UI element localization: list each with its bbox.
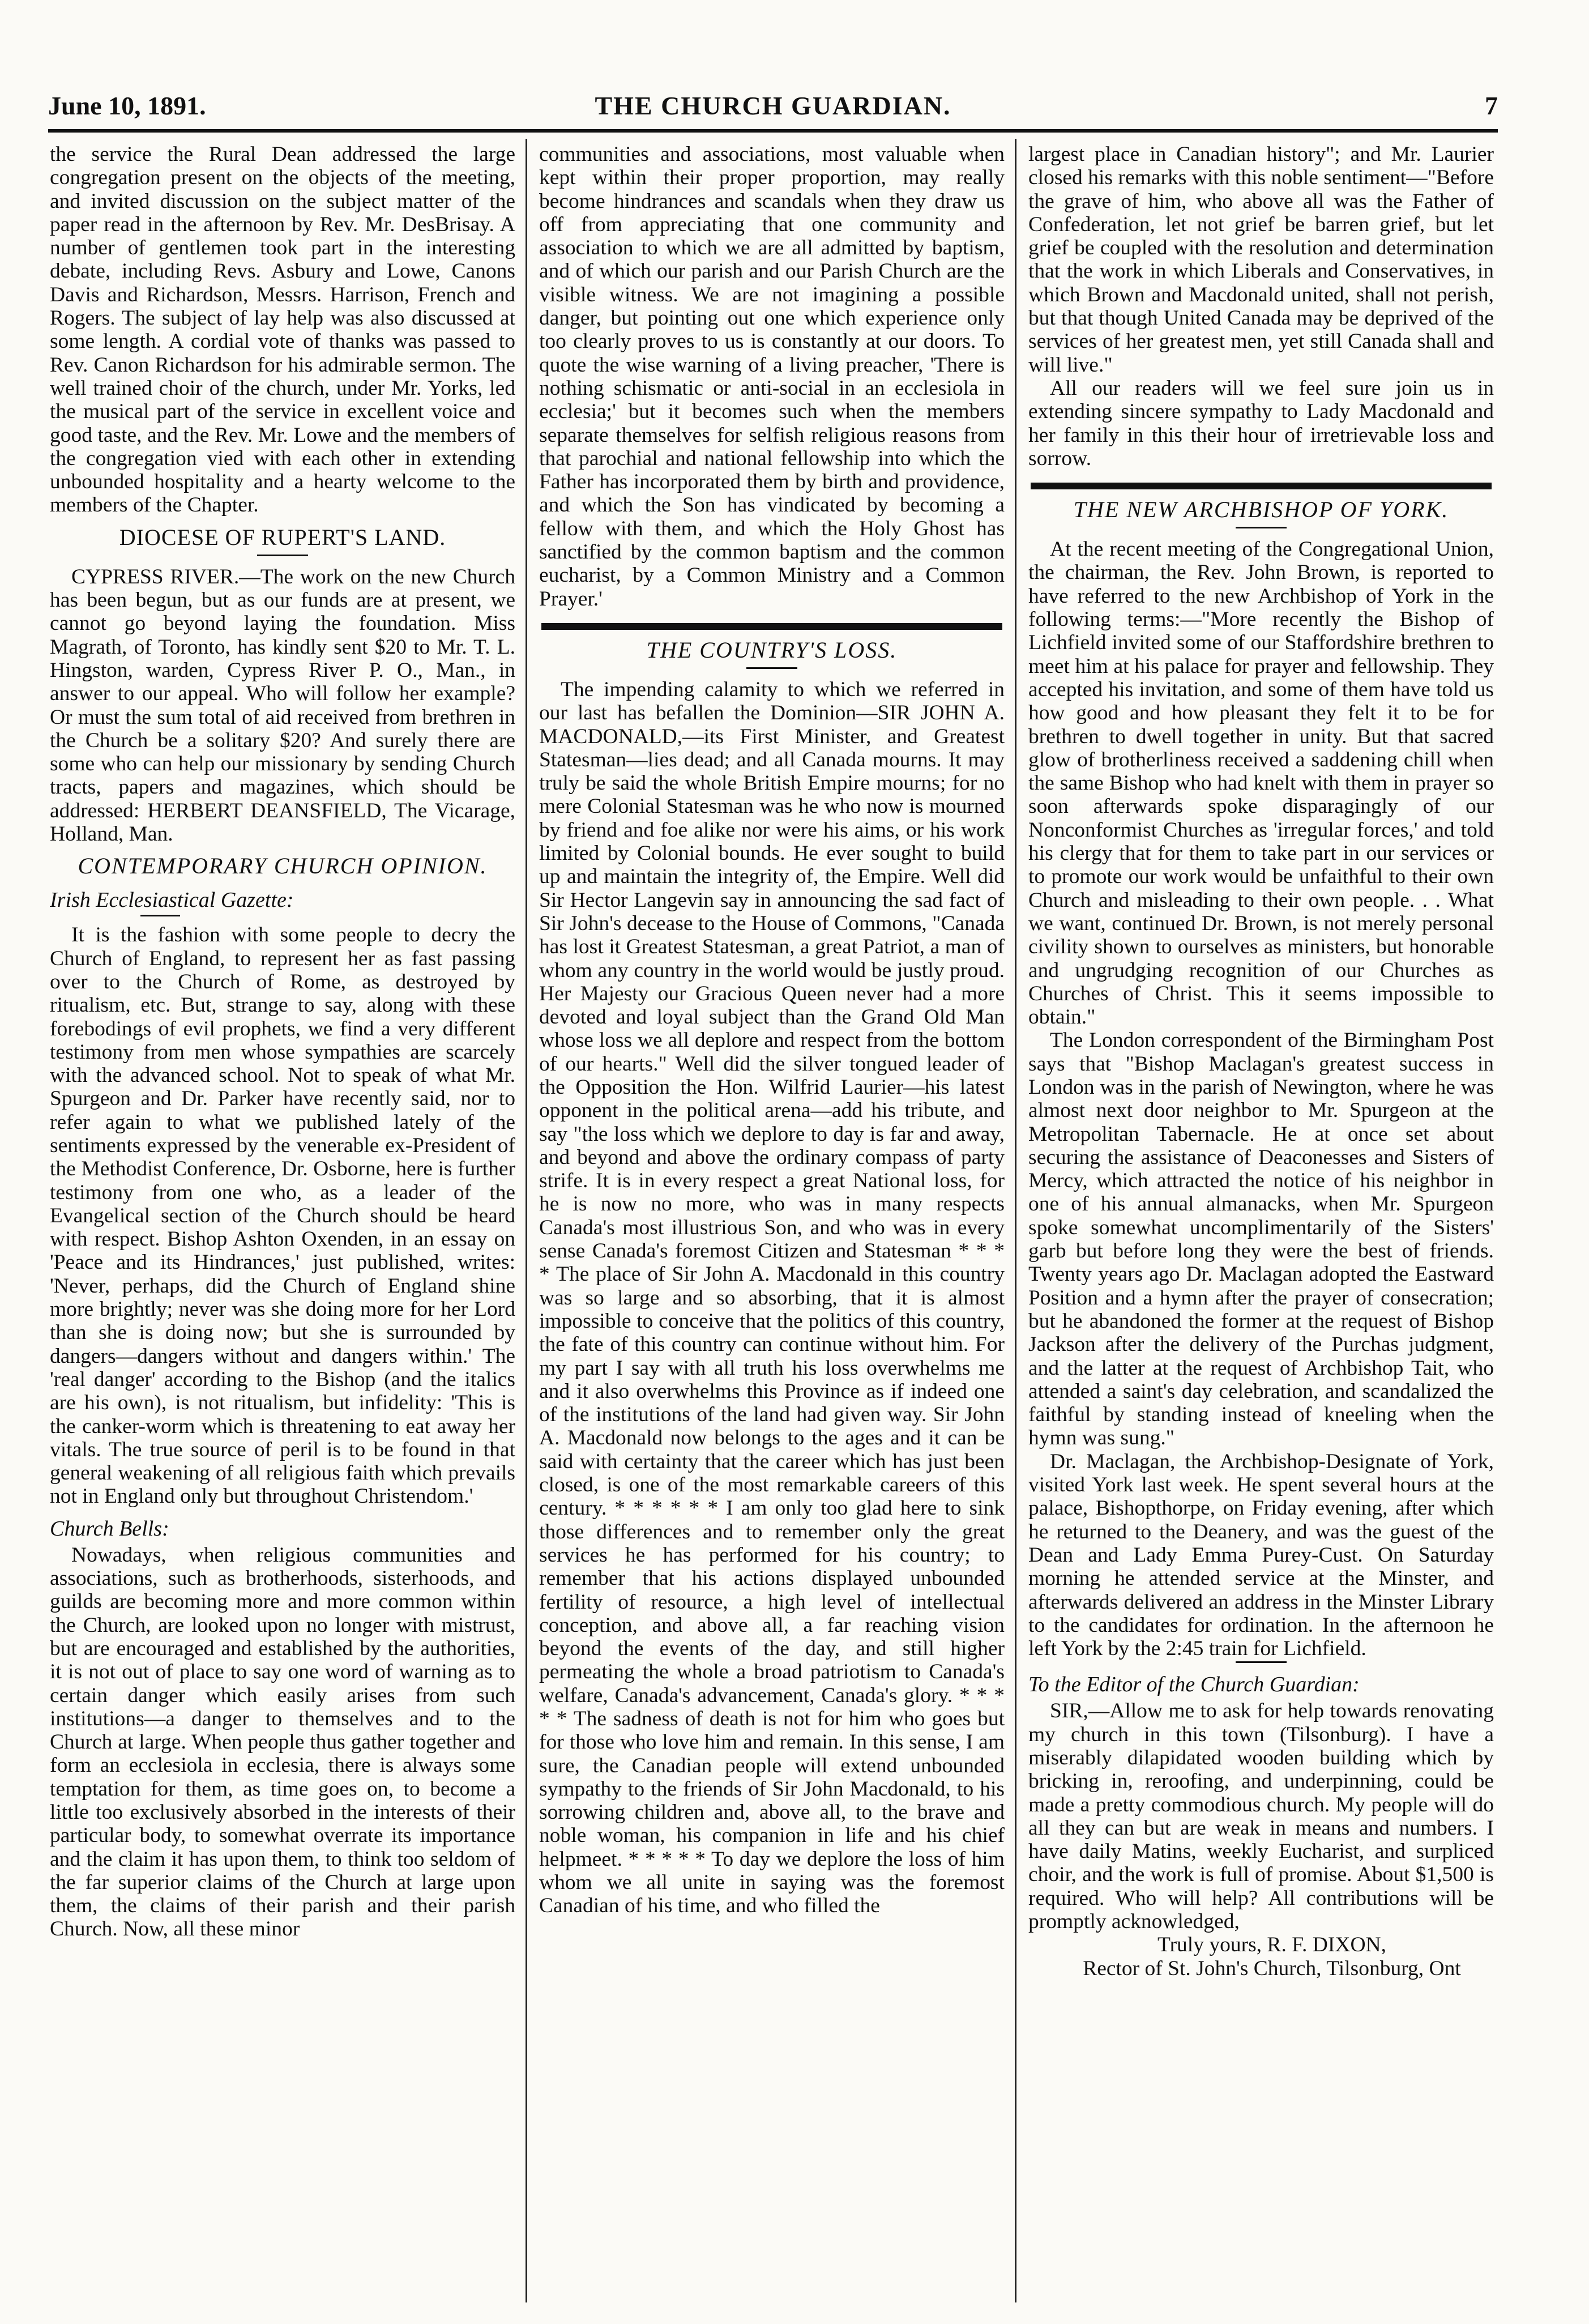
letter-signature-title: Rector of St. John's Church, Tilsonburg, Ont <box>1083 1956 1461 1980</box>
heading-dash <box>746 667 797 669</box>
article-paragraph: the service the Rural Dean addressed the large congregation present on the objects of the meeting, and invited discussion on the subject matter of the paper read in the afternoon by Rev. Mr. DesBrisay. A number of gentlemen took part in the interesting debate, including Revs. Asbury and Lowe, Canons Davis and Richardson, Messrs. Harrison, French and Rogers. The subject of lay help was also discussed at some length. A cordial vote of thanks was passed to Rev. Canon Richardson for his admirable sermon. The well trained choir of the church, under Mr. Yorks, led the musical part of the service in excellent voice and good taste, and the Rev. Mr. Lowe and the members of the congregation vied with each other in extending unbounded hospitality and a hearty welcome to the members of the Chapter. <box>50 143 515 517</box>
section-rule <box>1031 483 1492 489</box>
column-3 <box>1028 143 1494 2295</box>
section-heading-diocese: DIOCESE OF RUPERT'S LAND. <box>119 524 446 550</box>
heading-dash <box>140 915 180 916</box>
article-paragraph: The impending calamity to which we referred in our last has befallen the Dominion—SIR JOHN A. MACDONALD,—its First Minister, and Greatest Statesman—lies dead; and all Canada mourns. It may truly be said the whole British Empire mourns; for no mere Colonial Statesman was he who now is mourned by friend and foe alike nor were his aims, or his work limited by Colonial bounds. He ever sought to build up and maintain the integrity of, the Empire. Well did Sir Hector Langevin say in announcing the sad fact of Sir John's decease to the House of Commons, "Canada has lost it Greatest Statesman, a great Patriot, a man of whom any country in the world would be justly proud. Her Majesty our Gracious Queen never had a more devoted and loyal subject than the Grand Old Man whose loss we all deplore and respect from the bottom of our hearts." Well did the silver tongued leader of the Opposition the Hon. Wilfrid Laurier—his latest opponent in the political arena—add his tribute, and say "the loss which we deplore to day is far and away, and beyond and above the ordinary compass of party strife. It is in every respect a great National loss, for he is now no more, who was in many respects Canada's most illustrious Son, and who was in every sense Canada's foremost Citizen and Statesman * * * * The place of Sir John A. Macdonald in this country was so large and so absorbing, that it is almost impossible to conceive that the politics of this country, the fate of this country can continue without him. For my part I say with all truth his loss overwhelms me and it also overwhelms this Province as if indeed one of the institutions of the land had given way. Sir John A. Macdonald now belongs to the ages and it can be said with certainty that the career which has just been closed, is one of the most remarkable careers of this century. * * * * * * I am only too glad here to sink those differences and to remember only the great services he has performed for his country; to remember that his actions displayed unbounded fertility of resource, a high level of intellectual conception, and above all, a far reaching vision beyond the events of the day, and still higher permeating the whole a broad patriotism to Canada's welfare, Canada's advancement, Canada's glory. * * * * * The sadness of death is not for him who goes but for those who love him and remain. In this sense, I am sure, the Canadian people will extend unbounded sympathy to the friends of Sir John Macdonald, to his sorrowing children and, above all, to the brave and noble woman, his companion in life and his chief helpmeet. * * * * * To day we deplore the loss of him whom we all unite in saying was the foremost Canadian of his time, and who filled the <box>539 677 1005 1918</box>
letter-heading: To the Editor of the Church Guardian: <box>1028 1673 1360 1697</box>
article-paragraph: At the recent meeting of the Congregational Union, the chairman, the Rev. John Brown, is reported to have referred to the new Archbishop of York in the following terms:—"More recently the Bishop of Lichfield invited some of our Staffordshire brethren to meet him at his palace for prayer and fellowship. They accepted his invitation, and some of them have told us how good and how pleasant they felt it to be for brethren to dwell together in unity. But that sacred glow of brotherliness received a saddening chill when the same Bishop who had knelt with them in prayer so soon afterwards spoke disparagingly of our Nonconformist Churches as 'irregular forces,' and told his clergy that for them to take part in our services or to promote our work would be unfaithful to their own Church and misleading to their own people. . . What we want, continued Dr. Brown, is not merely personal civility shown to ourselves as ministers, but honorable and ungrudging recognition of our Churches as Churches of Christ. This it seems impossible to obtain." <box>1028 538 1494 1029</box>
section-heading-archbishop: THE NEW ARCHBISHOP OF YORK. <box>1073 497 1449 523</box>
masthead-rule <box>48 129 1498 133</box>
column-1 <box>50 143 515 2295</box>
section-rule <box>541 623 1002 630</box>
article-paragraph: It is the fashion with some people to decry the Church of England, to represent her as fast passing over to the Church of Rome, as destroyed by ritualism, etc. But, strange to say, along with these forebodings of evil prophets, we find a very different testimony from men whose sympathies are scarcely with the advanced school. Not to speak of what Mr. Spurgeon and Dr. Parker have recently said, nor to refer again to what we published lately of the sentiments expressed by the venerable ex-President of the Methodist Conference, Dr. Osborne, here is further testimony from one who, as a leader of the Evangelical section of the Church should be heard with respect. Bishop Ashton Oxenden, in an essay on 'Peace and its Hindrances,' just published, writes: 'Never, perhaps, did the Church of England shine more brightly; never was she doing more for her Lord than she is doing now; but she is surrounded by dangers—dangers without and dangers within.' The 'real danger' according to the Bishop (and the italics are his own), is not ritualism, but infidelity: 'This is the canker-worm which is threatening to eat away her vitals. The true source of peril is to be found in that general weakening of all religious faith which prevails not in England only but throughout Christendom.' <box>50 923 515 1508</box>
page-number: 7 <box>1485 91 1498 120</box>
column-divider <box>1015 139 1016 2302</box>
section-heading-loss: THE COUNTRY'S LOSS. <box>646 637 898 663</box>
issue-date: June 10, 1891. <box>48 91 206 120</box>
article-paragraph: CYPRESS RIVER.—The work on the new Church has been begun, but as our funds are at present, we cannot go beyond laying the foundation. Miss Magrath, of Toronto, has kindly sent $20 to Mr. T. L. Hingston, warden, Cypress River P. O., Man., in answer to our appeal. Who will follow her example? Or must the sum total of aid received from brethren in the Church be a solitary $20? And surely there are some who can help our missionary by sending Church tracts, papers and magazines, which should be addressed: HERBERT DEANSFIELD, The Vicarage, Holland, Man. <box>50 565 515 846</box>
article-paragraph: All our readers will we feel sure join us in extending sincere sympathy to Lady Macdonald and her family in this their hour of irretrievable loss and sorrow. <box>1028 376 1494 470</box>
article-paragraph: The London correspondent of the Birmingham Post says that "Bishop Maclagan's greatest success in London was in the parish of Newington, where he was almost next door neighbor to Mr. Spurgeon at the Metropolitan Tabernacle. He at once set about securing the assistance of Deaconesses and Sisters of Mercy, which attracted the notice of his neighbor in one of his annual almanacks, when Mr. Spurgeon spoke somewhat uncomplimentarily of the Sisters' garb but before long they were the best of friends. Twenty years ago Dr. Maclagan adopted the Eastward Position and a hymn after the prayer of consecration; but he abandoned the former at the request of Bishop Jackson after the delivery of the Purchas judgment, and the latter at the request of Archbishop Tait, who attended a saint's day celebration, and scandalized the faithful by standing instead of kneeling when the hymn was sung." <box>1028 1029 1494 1450</box>
heading-dash <box>1236 1661 1287 1663</box>
source-title: Irish Ecclesiastical Gazette: <box>50 888 294 912</box>
article-paragraph: largest place in Canadian history"; and Mr. Laurier closed his remarks with this noble sentiment—"Before the grave of him, who above all was the Father of Confederation, let not grief be barren grief, but let grief be coupled with the resolution and determination that the work in which Liberals and Conservatives, in which Brown and Macdonald united, shall not perish, but that though United Canada may be deprived of the services of her greatest men, yet still Canada shall and will live." <box>1028 143 1494 377</box>
source-title: Church Bells: <box>50 1516 169 1541</box>
column-divider <box>526 139 527 2302</box>
newspaper-title: THE CHURCH GUARDIAN. <box>595 91 951 120</box>
article-paragraph: communities and associations, most valuable when kept within their proper proportion, may really become hindrances and scandals when they draw us off from appreciating that one community and association to which we are all admitted by baptism, and of which our parish and our Parish Church are the visible witness. We are not imagining a possible danger, but pointing out one which experience only too clearly proves to us is constantly at our doors. To quote the wise warning of a living preacher, 'There is nothing schismatic or anti-social in an ecclesiola in ecclesia;' but it becomes such when the members separate themselves for selfish religious reasons from that parochial and national fellowship into which the Father has incorporated them by birth and providence, and which the Son has vindicated by becoming a fellow with them, and which the Holy Ghost has sanctified by the common baptism and the common eucharist, by a Common Ministry and a Common Prayer.' <box>539 143 1005 611</box>
masthead <box>48 91 1498 125</box>
column-2 <box>539 143 1005 2295</box>
heading-dash <box>1236 527 1287 528</box>
article-paragraph: Dr. Maclagan, the Archbishop-Designate of York, visited York last week. He spent several hours at the palace, Bishopthorpe, on Friday evening, after which he returned to the Deanery, and was the guest of the Dean and Lady Emma Purey-Cust. On Saturday morning he attended service at the Minster, and afterwards delivered an address in the Minster Library to the candidates for ordination. In the afternoon he left York by the 2:45 train for Lichfield. <box>1028 1449 1494 1661</box>
letter-signature: Truly yours, R. F. DIXON, <box>1157 1933 1386 1957</box>
heading-dash <box>257 555 308 556</box>
section-heading-opinion: CONTEMPORARY CHURCH OPINION. <box>78 853 488 879</box>
article-paragraph: Nowadays, when religious communities and associations, such as brotherhoods, sisterhoods, and guilds are becoming more and more common within the Church, are looked upon no longer with mistrust, but are encouraged and established by the authorities, it is not out of place to say one word of warning as to certain danger which easily arises from such institutions—a danger to themselves and to the Church at large. When people thus gather together and form an ecclesiola in ecclesia, there is always some temptation for them, as time goes on, to become a little too exclusively absorbed in the interests of their particular body, to somewhat overrate its importance and the claim it has upon them, to think too seldom of the far superior claims of the Church at large upon them, the claims of their parish and their parish Church. Now, all these minor <box>50 1543 515 1941</box>
letter-paragraph: SIR,—Allow me to ask for help towards renovating my church in this town (Tilsonburg). I have a miserably dilapidated wooden building which by bricking in, reroofing, and underpinning, could be made a pretty commodious church. My people will do all they can but are weak in means and numbers. I have daily Matins, weekly Eucharist, and surpliced choir, and the work is full of promise. About $1,500 is required. Who will help? All contributions will be promptly acknowledged, <box>1028 1699 1494 1934</box>
